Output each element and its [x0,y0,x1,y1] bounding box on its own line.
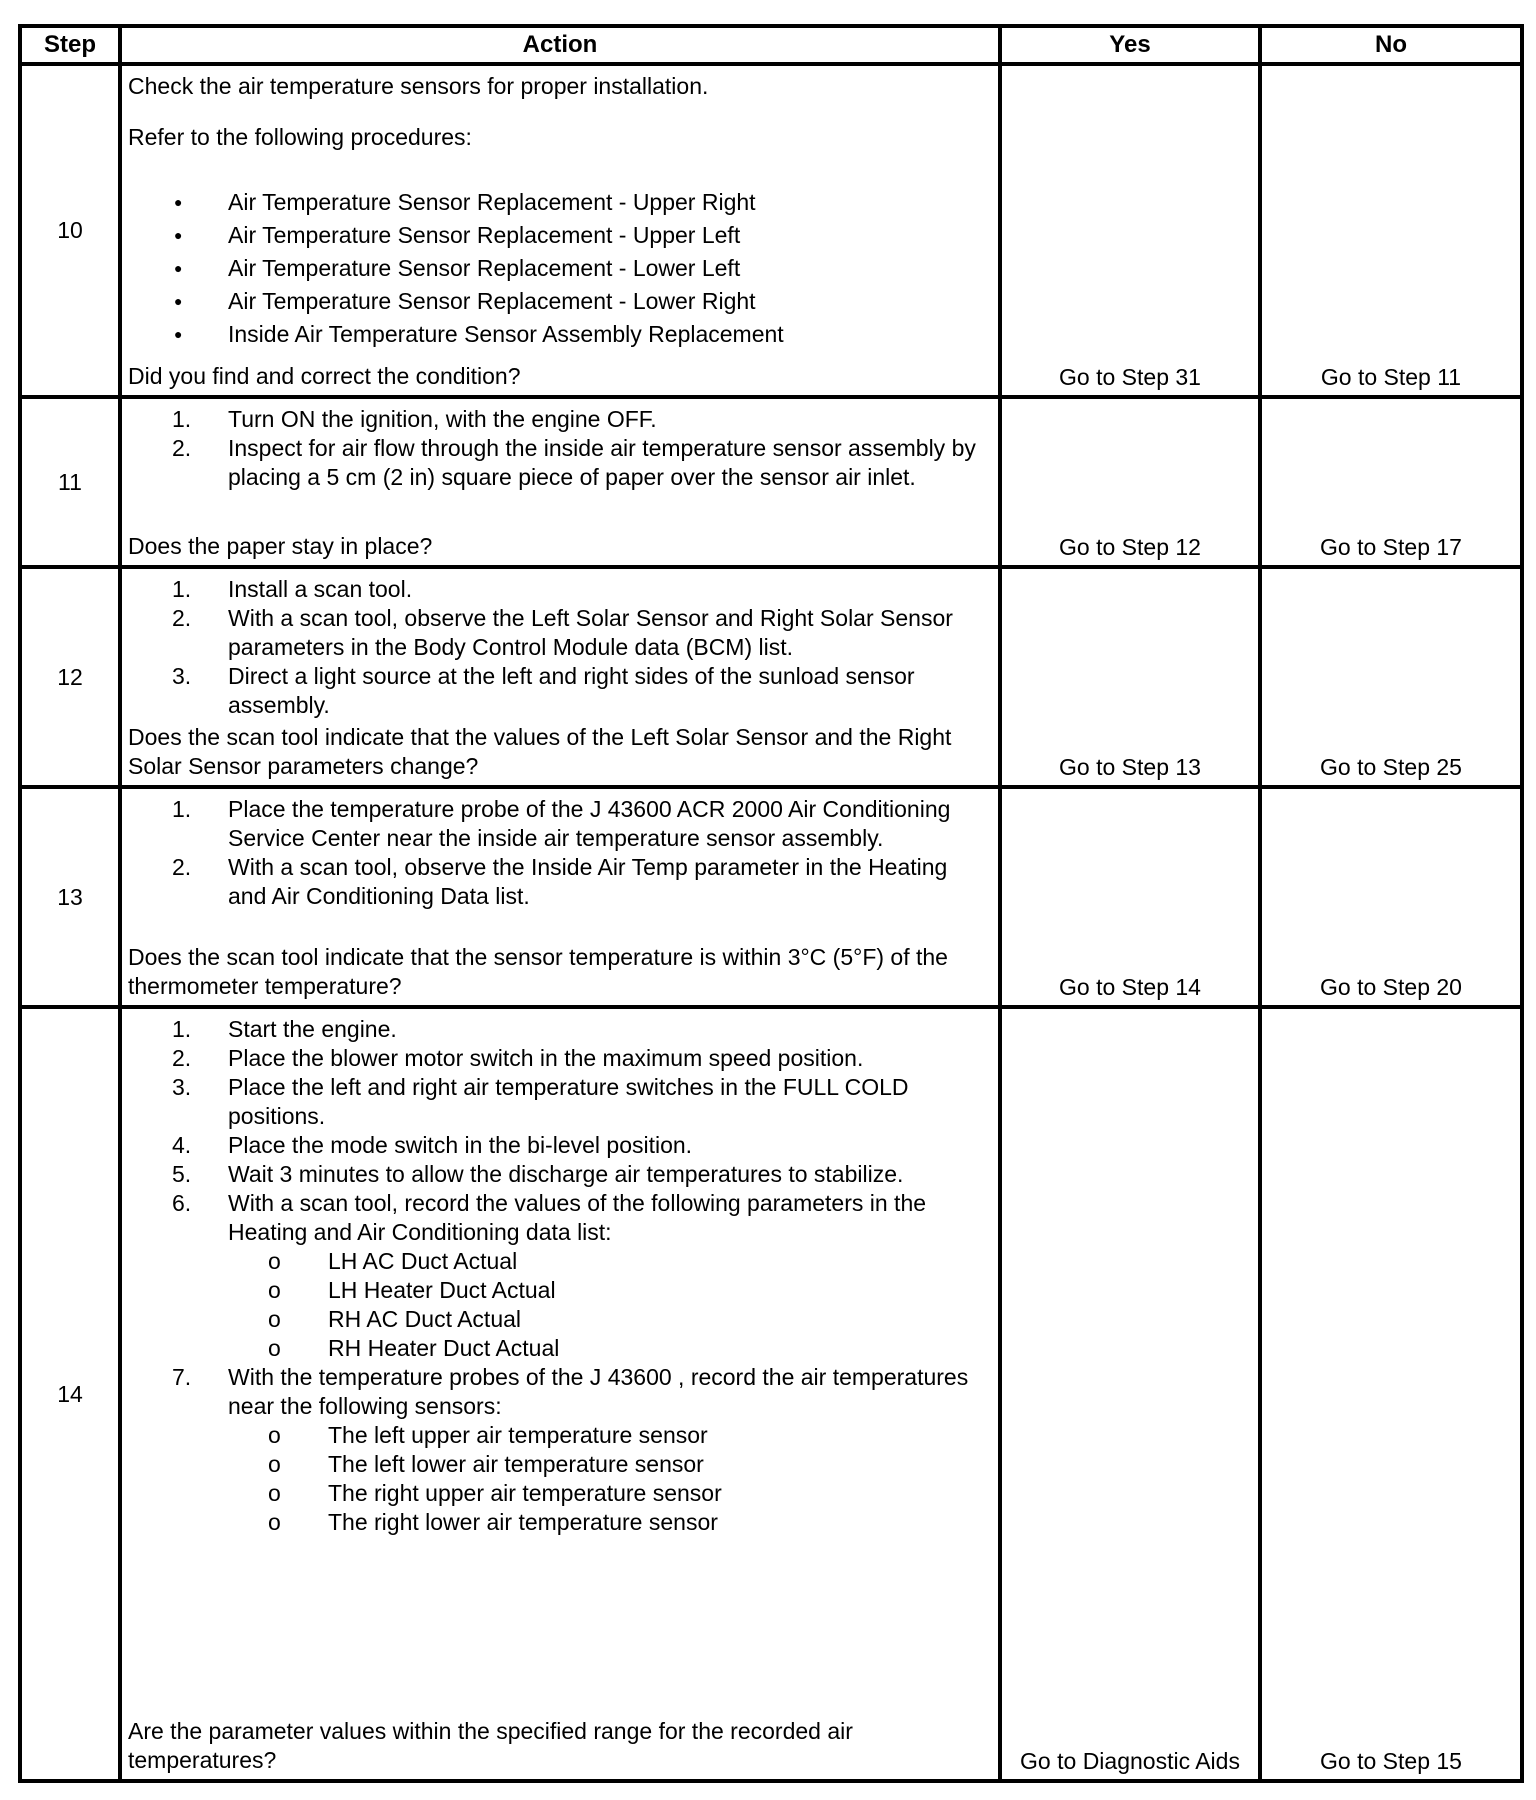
procedure-link[interactable]: ● Air Temperature Sensor Replacement - Lower Left [128,252,992,285]
action-text: Check the air temperature sensors for proper installation. [128,73,709,99]
parameter-list [128,1247,992,1363]
step-number: 12 [20,567,120,787]
table-row [20,397,1522,567]
action-text: Refer to the following procedures: [128,124,472,150]
list-item: 2. Place the blower motor switch in the maximum speed position. [172,1045,864,1071]
list-item: 1. Install a scan tool. [172,576,413,602]
procedure-list [128,186,992,351]
list-item: 3. Direct a light source at the left and right sides of the sunload sensor assembly. [172,663,915,718]
header-step: Step [20,26,120,64]
sensor-list [128,1421,992,1537]
action-cell [120,787,1000,1007]
list-item: 2. Inspect for air flow through the inside air temperature sensor assembly by placing a 5 cm (2 in) square piece of paper over the sensor air inlet. [172,435,976,490]
question-text: Does the scan tool indicate that the sensor temperature is within 3°C (5°F) of the thermometer temperature? [128,944,948,999]
yes-link[interactable]: Go to Step 14 [1000,787,1260,1007]
list-item: 1. Turn ON the ignition, with the engine OFF. [172,406,657,432]
table-row [20,567,1522,787]
yes-link[interactable]: Go to Step 12 [1000,397,1260,567]
step-list [128,795,992,911]
step-list [128,1015,992,1537]
action-cell [120,64,1000,397]
header-no: No [1260,26,1522,64]
list-item: 2. With a scan tool, observe the Left Solar Sensor and Right Solar Sensor parameters in the Body Control Module data (BCM) list. [172,605,953,660]
procedure-link[interactable]: ● Air Temperature Sensor Replacement - Upper Right [128,186,992,219]
question-text: Does the paper stay in place? [128,533,433,559]
list-item: 7. With the temperature probes of the J 43600 , record the air temperatures near the following sensors: o The left upper air temperature sensor o The left lower air temperature sensor o The right upper air temperature sensor o The right lower air temperature sensor [128,1363,992,1537]
list-item: 1. Start the engine. [172,1016,397,1042]
procedure-link[interactable]: ● Air Temperature Sensor Replacement - Upper Left [128,219,992,252]
list-item: 5. Wait 3 minutes to allow the discharge air temperatures to stabilize. [172,1161,904,1187]
step-number: 13 [20,787,120,1007]
action-cell [120,1007,1000,1781]
step-list [128,575,992,720]
yes-link[interactable]: Go to Diagnostic Aids [1000,1007,1260,1781]
header-action: Action [120,26,1000,64]
sub-item: o LH Heater Duct Actual [128,1276,992,1305]
list-item: 3. Place the left and right air temperature switches in the FULL COLD positions. [172,1074,909,1129]
list-item: 2. With a scan tool, observe the Inside Air Temp parameter in the Heating and Air Conditioning Data list. [172,854,948,909]
sub-item: o RH AC Duct Actual [128,1305,992,1334]
list-item: 4. Place the mode switch in the bi-level position. [172,1132,693,1158]
action-cell [120,567,1000,787]
sub-item: o The left lower air temperature sensor [128,1450,992,1479]
procedure-link[interactable]: ● Inside Air Temperature Sensor Assembly Replacement [128,318,992,351]
table-row [20,64,1522,397]
no-link[interactable]: Go to Step 17 [1260,397,1522,567]
sub-item: o The right lower air temperature sensor [128,1508,992,1537]
action-cell [120,397,1000,567]
header-yes: Yes [1000,26,1260,64]
no-link[interactable]: Go to Step 20 [1260,787,1522,1007]
step-number: 14 [20,1007,120,1781]
sub-item: o The right upper air temperature sensor [128,1479,992,1508]
no-link[interactable]: Go to Step 15 [1260,1007,1522,1781]
list-item: 1. Place the temperature probe of the J 43600 ACR 2000 Air Conditioning Service Center near the inside air temperature sensor assembly. [172,796,951,851]
diagnostic-table [18,24,1524,1783]
yes-link[interactable]: Go to Step 13 [1000,567,1260,787]
step-number: 11 [20,397,120,567]
table-row [20,1007,1522,1781]
no-link[interactable]: Go to Step 25 [1260,567,1522,787]
step-number: 10 [20,64,120,397]
no-link[interactable]: Go to Step 11 [1260,64,1522,397]
yes-link[interactable]: Go to Step 31 [1000,64,1260,397]
sub-item: o The left upper air temperature sensor [128,1421,992,1450]
list-item: 6. With a scan tool, record the values of the following parameters in the Heating and Air Conditioning data list: o LH AC Duct Actual o LH Heater Duct Actual o RH AC Duct Actual o RH Heater Duct Actual [128,1189,992,1363]
header-row [20,26,1522,64]
question-text: Did you find and correct the condition? [128,363,521,389]
sub-item: o LH AC Duct Actual [128,1247,992,1276]
question-text: Does the scan tool indicate that the values of the Left Solar Sensor and the Right Solar Sensor parameters change? [128,724,952,779]
table-row [20,787,1522,1007]
sub-item: o RH Heater Duct Actual [128,1334,992,1363]
step-list [128,405,992,492]
question-text: Are the parameter values within the specified range for the recorded air temperatures? [128,1718,853,1773]
procedure-link[interactable]: ● Air Temperature Sensor Replacement - Lower Right [128,285,992,318]
